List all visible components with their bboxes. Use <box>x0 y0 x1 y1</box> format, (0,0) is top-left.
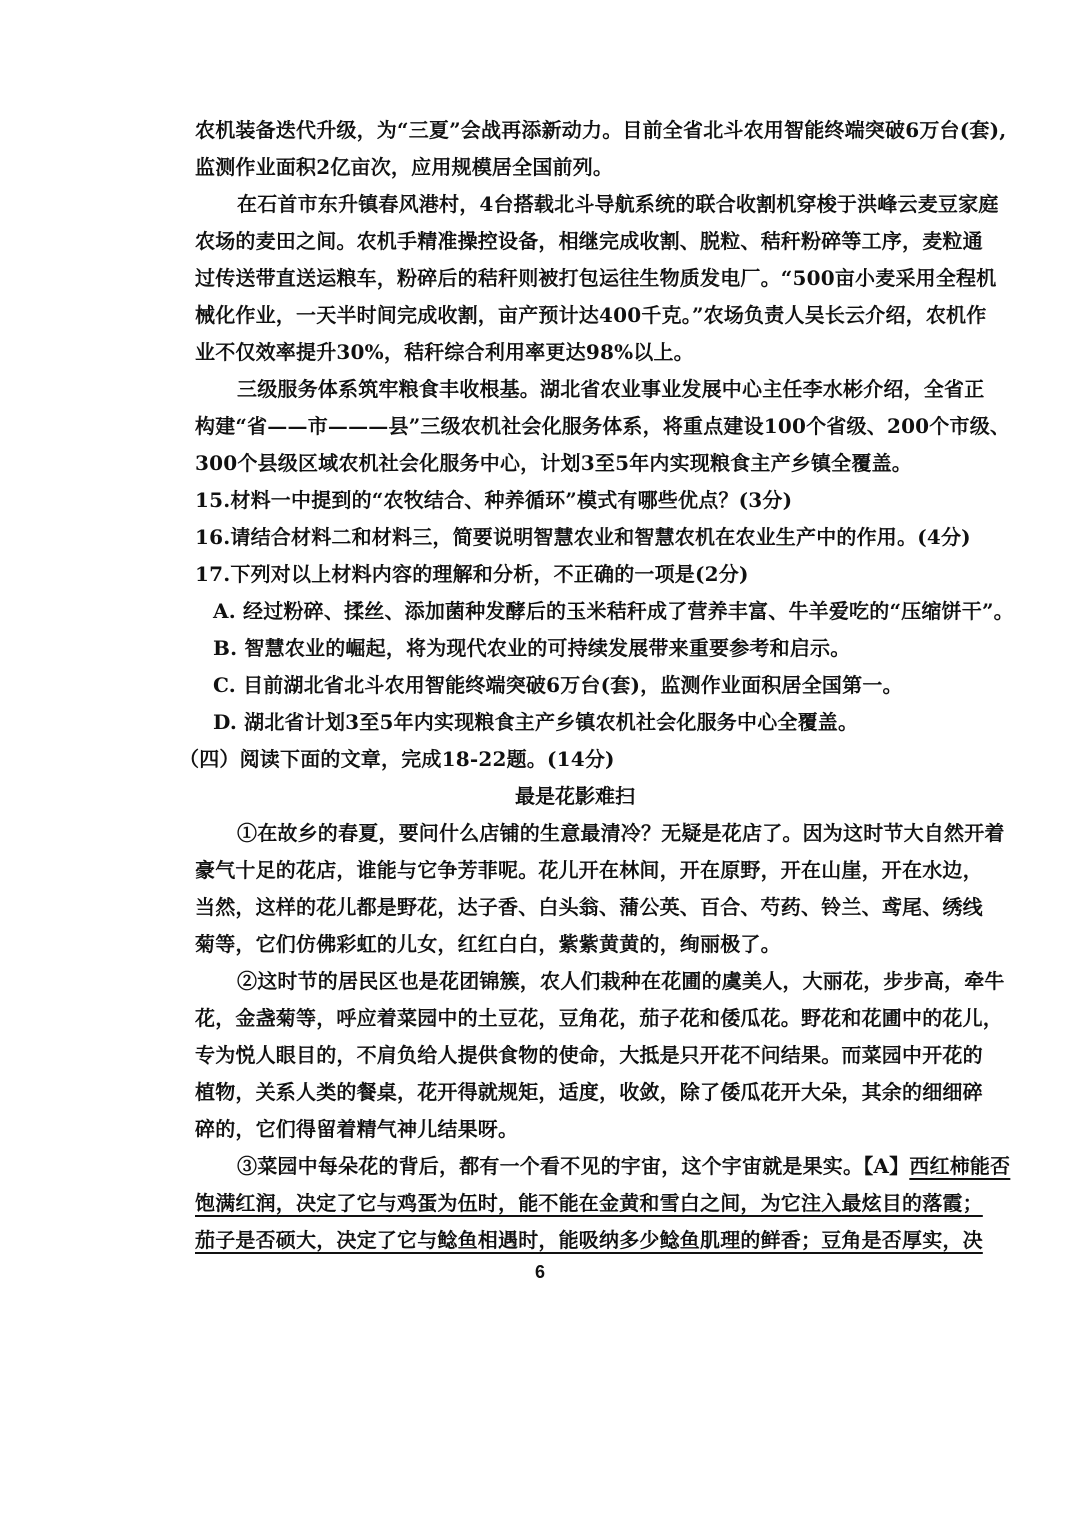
paragraph-line: 三级服务体系筑牢粮食丰收根基。湖北省农业事业发展中心主任李水彬介绍，全省正 <box>237 377 985 401</box>
article-line: 菊等，它们仿佛彩虹的儿女，红红白白，紫紫黄黄的，绚丽极了。 <box>195 932 781 956</box>
paragraph-line: 在石首市东升镇春风港村，4台搭载北斗导航系统的联合收割机穿梭于洪峰云麦豆家庭 <box>237 192 999 216</box>
article-title: 最是花影难扫 <box>515 784 635 808</box>
article-line: ①在故乡的春夏，要问什么店铺的生意最清冷？无疑是花店了。因为这时节大自然开着 <box>237 821 1005 845</box>
article-text: ③菜园中每朵花的背后，都有一个看不见的宇宙，这个宇宙就是果实。 <box>237 1154 864 1178</box>
article-line: ②这时节的居民区也是花团锦簇，农人们栽种在花圃的虞美人，大丽花，步步高，牵牛 <box>237 969 1005 993</box>
material-text-line: 农机装备迭代升级，为“三夏”会战再添新动力。目前全省北斗农用智能终端突破6万台(套), <box>195 118 1007 142</box>
underlined-text: 西红柿能否 <box>909 1154 1011 1178</box>
page-number: 6 <box>534 1262 545 1282</box>
option-b: B. 智慧农业的崛起，将为现代农业的可持续发展带来重要参考和启示。 <box>213 636 851 660</box>
paragraph-line: 械化作业，一天半时间完成收割，亩产预计达400千克。”农场负责人吴长云介绍，农机作 <box>195 303 987 327</box>
article-line: 植物，关系人类的餐桌，花开得就规矩，适度，收敛，除了倭瓜花开大朵，其余的细细碎 <box>195 1080 983 1104</box>
page-content <box>179 112 1014 1259</box>
article-line-marked <box>195 1148 1011 1185</box>
material-text-line: 监测作业面积2亿亩次，应用规模居全国前列。 <box>195 155 614 179</box>
article-line: 专为悦人眼目的，不肩负给人提供食物的使命，大抵是只开花不问结果。而菜园中开花的 <box>195 1043 983 1067</box>
article-line: 豪气十足的花店，谁能与它争芳菲呢。花儿开在林间，开在原野，开在山崖，开在水边， <box>195 858 983 882</box>
article-line: 花，金盏菊等，呼应着菜园中的土豆花，豆角花，茄子花和倭瓜花。野花和花圃中的花儿， <box>195 1006 1003 1030</box>
question-15: 15.材料一中提到的“农牧结合、种养循环”模式有哪些优点？(3分) <box>195 488 793 512</box>
marker-a: 【A】 <box>863 1154 910 1178</box>
article-line: 碎的，它们得留着精气神儿结果呀。 <box>195 1117 519 1141</box>
option-a: A. 经过粉碎、揉丝、添加菌种发酵后的玉米秸秆成了营养丰富、牛羊爱吃的“压缩饼干”。 <box>213 599 1014 623</box>
question-17: 17.下列对以上材料内容的理解和分析，不正确的一项是(2分) <box>195 562 749 586</box>
underlined-line: 饱满红润，决定了它与鸡蛋为伍时，能不能在金黄和雪白之间，为它注入最炫目的落霞； <box>195 1191 983 1215</box>
underlined-line: 茄子是否硕大，决定了它与鲶鱼相遇时，能吸纳多少鲶鱼肌理的鲜香；豆角是否厚实，决 <box>195 1228 983 1252</box>
paragraph-line: 300个县级区域农机社会化服务中心，计划3至5年内实现粮食主产乡镇全覆盖。 <box>195 451 912 475</box>
paragraph-line: 农场的麦田之间。农机手精准操控设备，相继完成收割、脱粒、秸秆粉碎等工序，麦粒通 <box>195 229 983 253</box>
paragraph-line: 业不仅效率提升30%，秸秆综合利用率更达98%以上。 <box>195 340 694 364</box>
article-line: 当然，这样的花儿都是野花，达子香、白头翁、蒲公英、百合、芍药、铃兰、鸢尾、绣线 <box>195 895 983 919</box>
question-16: 16.请结合材料二和材料三，简要说明智慧农业和智慧农机在农业生产中的作用。(4分) <box>195 525 971 549</box>
paragraph-line: 过传送带直送运粮车，粉碎后的秸秆则被打包运往生物质发电厂。“500亩小麦采用全程机 <box>195 266 997 290</box>
paragraph-line: 构建“省——市———县”三级农机社会化服务体系，将重点建设100个省级、200个市级、 <box>195 414 1011 438</box>
section-heading: （四）阅读下面的文章，完成18-22题。(14分) <box>179 747 615 771</box>
option-c: C. 目前湖北省北斗农用智能终端突破6万台(套)，监测作业面积居全国第一。 <box>213 673 903 697</box>
option-d: D. 湖北省计划3至5年内实现粮食主产乡镇农机社会化服务中心全覆盖。 <box>213 710 859 734</box>
